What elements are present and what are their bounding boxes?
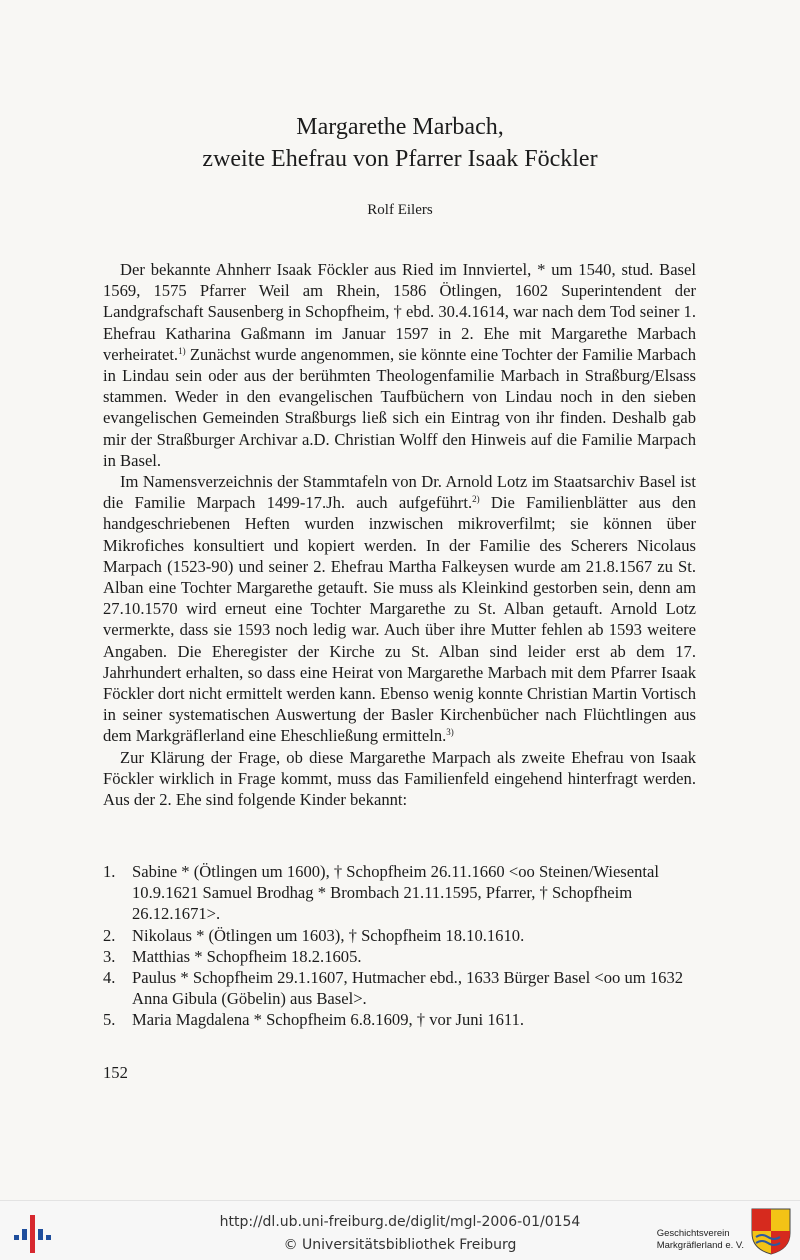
society-name (657, 1228, 744, 1252)
footnote-ref: 1) (178, 345, 186, 356)
article-title-line-1: Margarethe Marbach, (296, 114, 504, 140)
coat-of-arms-icon (750, 1207, 792, 1255)
list-item (103, 946, 696, 967)
list-item-text: Sabine * (Ötlingen um 1600), † Schopfheim 26.11.1660 <oo Steinen/Wiesental 10.9.1621 Samuel Brodhag * Brombach 21.11.1595, Pfarrer, † Schopfheim 26.12.1671>. (132, 862, 660, 924)
list-item-text: Maria Magdalena * Schopfheim 6.8.1609, † vor Juni 1611. (132, 1010, 525, 1030)
article-title-line-2: zweite Ehefrau von Pfarrer Isaak Föckler (202, 146, 598, 172)
article-body (103, 259, 696, 810)
list-number: 4. (103, 968, 116, 988)
viewer-footer (0, 1200, 800, 1260)
list-item-text: Paulus * Schopfheim 29.1.1607, Hutmacher ebd., 1633 Bürger Basel <oo um 1632 Anna Gibula (Göbelin) aus Basel>. (132, 968, 684, 1009)
society-name-line-1: Geschichtsverein (656, 1228, 730, 1239)
society-name-line-2: Markgräflerland e. V. (656, 1240, 744, 1251)
paragraph-text: Im Namensverzeichnis der Stammtafeln von Dr. Arnold Lotz im Staatsarchiv Basel ist die Familie Marpach 1499-17.Jh. auch aufgeführt. (103, 472, 696, 513)
paragraph-text: Der bekannte Ahnherr Isaak Föckler aus Ried im Innviertel, * um 1540, stud. Basel 1569, 1575 Pfarrer Weil am Rhein, 1586 Ötlingen, 1602 Superintendent der Landgrafschaft Sausenberg in Schopfheim, † ebd. 30.4.1614, war nach dem Tod seiner 1. Ehefrau Katharina Gaßmann im Januar 1597 in 2. Ehe mit Margarethe Marbach verheiratet. (103, 260, 696, 364)
paragraph-3 (103, 747, 696, 811)
footnote-ref: 2) (472, 494, 480, 505)
children-list (103, 861, 696, 1031)
paragraph-text: Zunächst wurde angenommen, sie könnte eine Tochter der Familie Marbach in Lindau sein oder aus der berühmten Theologenfamilie Marbach in Straßburg/Elsass stammen. Weder in den evangelischen Taufbüchern von Lindau noch in den sieben evangelischen Gemeinden Straßburgs ließ sich ein Eintrag von ihr finden. Deshalb gab mir der Straßburger Archivar a.D. Christian Wolff den Hinweis auf die Familie Marpach in Basel. (103, 344, 696, 470)
copyright-text: © Universitätsbibliothek Freiburg (283, 1237, 517, 1253)
list-item-text: Nikolaus * (Ötlingen um 1603), † Schopfheim 18.10.1610. (132, 925, 525, 945)
footnote-ref: 3) (446, 727, 454, 738)
paragraph-text: Zur Klärung der Frage, ob diese Margarethe Marpach als zweite Ehefrau von Isaak Föckler wirklich in Frage kommt, muss das Familienfeld eingehend hinterfragt werden. Aus der 2. Ehe sind folgende Kinder bekannt: (103, 747, 696, 810)
paragraph-2 (103, 471, 696, 747)
paragraph-text: Die Familienblätter aus den handgeschriebenen Heften wurden inzwischen mikroverfilmt; sie können über Mikrofiches konsultiert und kopiert werden. In der Familie des Scherers Nicolaus Marpach (1523-90) und seiner 2. Ehefrau Martha Falkeysen wurde am 21.8.1567 zu St. Alban eine Tochter Margarethe getauft. Sie muss als Kleinkind gestorben sein, denn am 27.10.1570 wird erneut eine Tochter Margarethe zu St. Alban getauft. Arnold Lotz vermerkte, dass sie 1593 noch ledig war. Auch über ihre Mutter fehlen ab 1593 weitere Angaben. Die Eheregister der Kirche zu St. Alban sind leider erst ab dem 17. Jahrhundert erhalten, so dass eine Heirat von Margarethe Marbach mit dem Pfarrer Isaak Föckler dort nicht ermittelt werden kann. Ebenso wenig konnte Christian Martin Vortisch in seiner systematischen Auswertung der Basler Kirchenbücher nach Flüchtlingen aus dem Markgräflerland eine Eheschließung ermitteln. (103, 493, 696, 746)
document-url-link[interactable]: http://dl.ub.uni-freiburg.de/diglit/mgl-2006-01/0154 (219, 1214, 581, 1230)
list-item-text: Matthias * Schopfheim 18.2.1605. (132, 946, 362, 966)
list-number: 2. (103, 925, 116, 945)
list-number: 5. (103, 1010, 116, 1030)
author-name: Rolf Eilers (367, 202, 433, 218)
list-item (103, 1009, 696, 1030)
list-item (103, 967, 696, 1009)
paragraph-1 (103, 259, 696, 471)
list-item (103, 925, 696, 946)
list-number: 1. (103, 862, 116, 881)
list-number: 3. (103, 946, 116, 966)
list-item (103, 861, 696, 925)
page-number: 152 (103, 1063, 128, 1082)
